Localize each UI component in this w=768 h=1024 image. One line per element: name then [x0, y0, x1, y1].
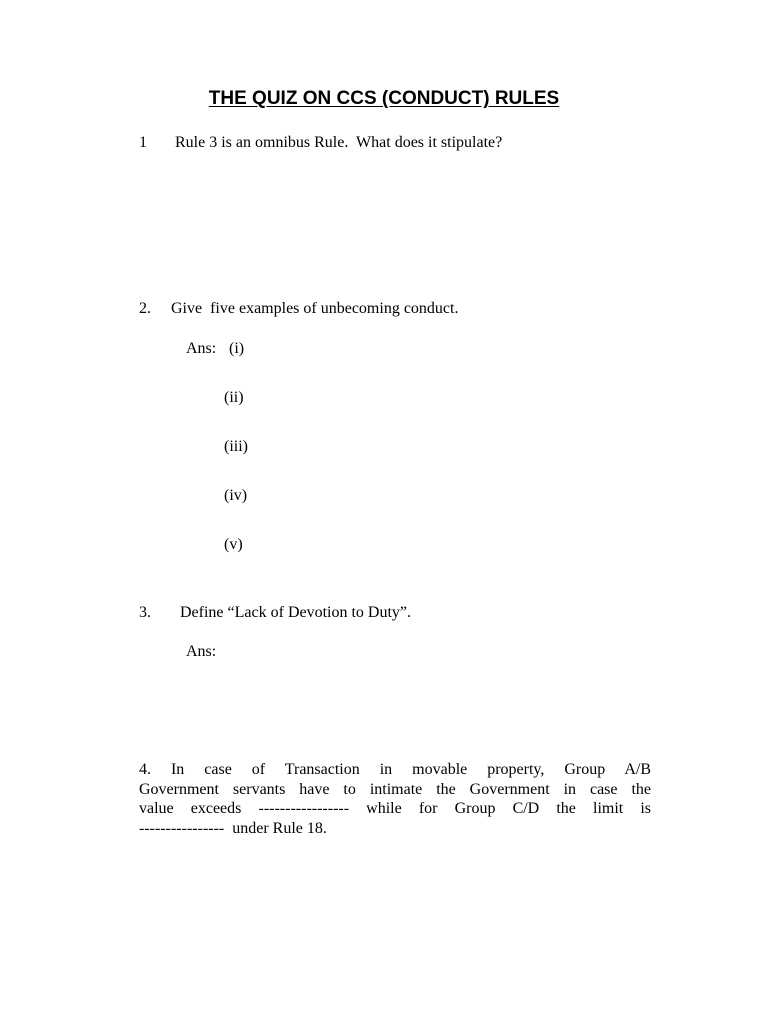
answer-item-4: (iv)	[224, 487, 248, 504]
question-2-answer-label: Ans:	[186, 340, 217, 357]
question-4-line-1: 4. In case of Transaction in movable property, Group A/B	[139, 761, 651, 778]
question-4-line-3: value exceeds ----------------- while for Group C/D the limit is	[139, 800, 651, 817]
question-3-number: 3.	[139, 604, 151, 621]
question-3-answer-label: Ans:	[186, 643, 217, 660]
question-2-number: 2.	[139, 300, 151, 317]
answer-item-5: (v)	[224, 536, 243, 553]
question-4-line-2: Government servants have to intimate the Government in case the	[139, 780, 651, 798]
question-3-text: Define “Lack of Devotion to Duty”.	[180, 604, 412, 621]
page-title: THE QUIZ ON CCS (CONDUCT) RULES	[208, 88, 560, 109]
question-4-line-4: ---------------- under Rule 18.	[139, 819, 327, 837]
question-2-text: Give five examples of unbecoming conduct.	[171, 300, 459, 317]
answer-item-3: (iii)	[224, 438, 248, 455]
question-1-number: 1	[139, 134, 147, 151]
question-4-paragraph	[139, 760, 651, 838]
question-1-text: Rule 3 is an omnibus Rule. What does it stipulate?	[175, 134, 503, 151]
answer-item-1: (i)	[229, 340, 245, 357]
answer-item-2: (ii)	[224, 389, 244, 406]
